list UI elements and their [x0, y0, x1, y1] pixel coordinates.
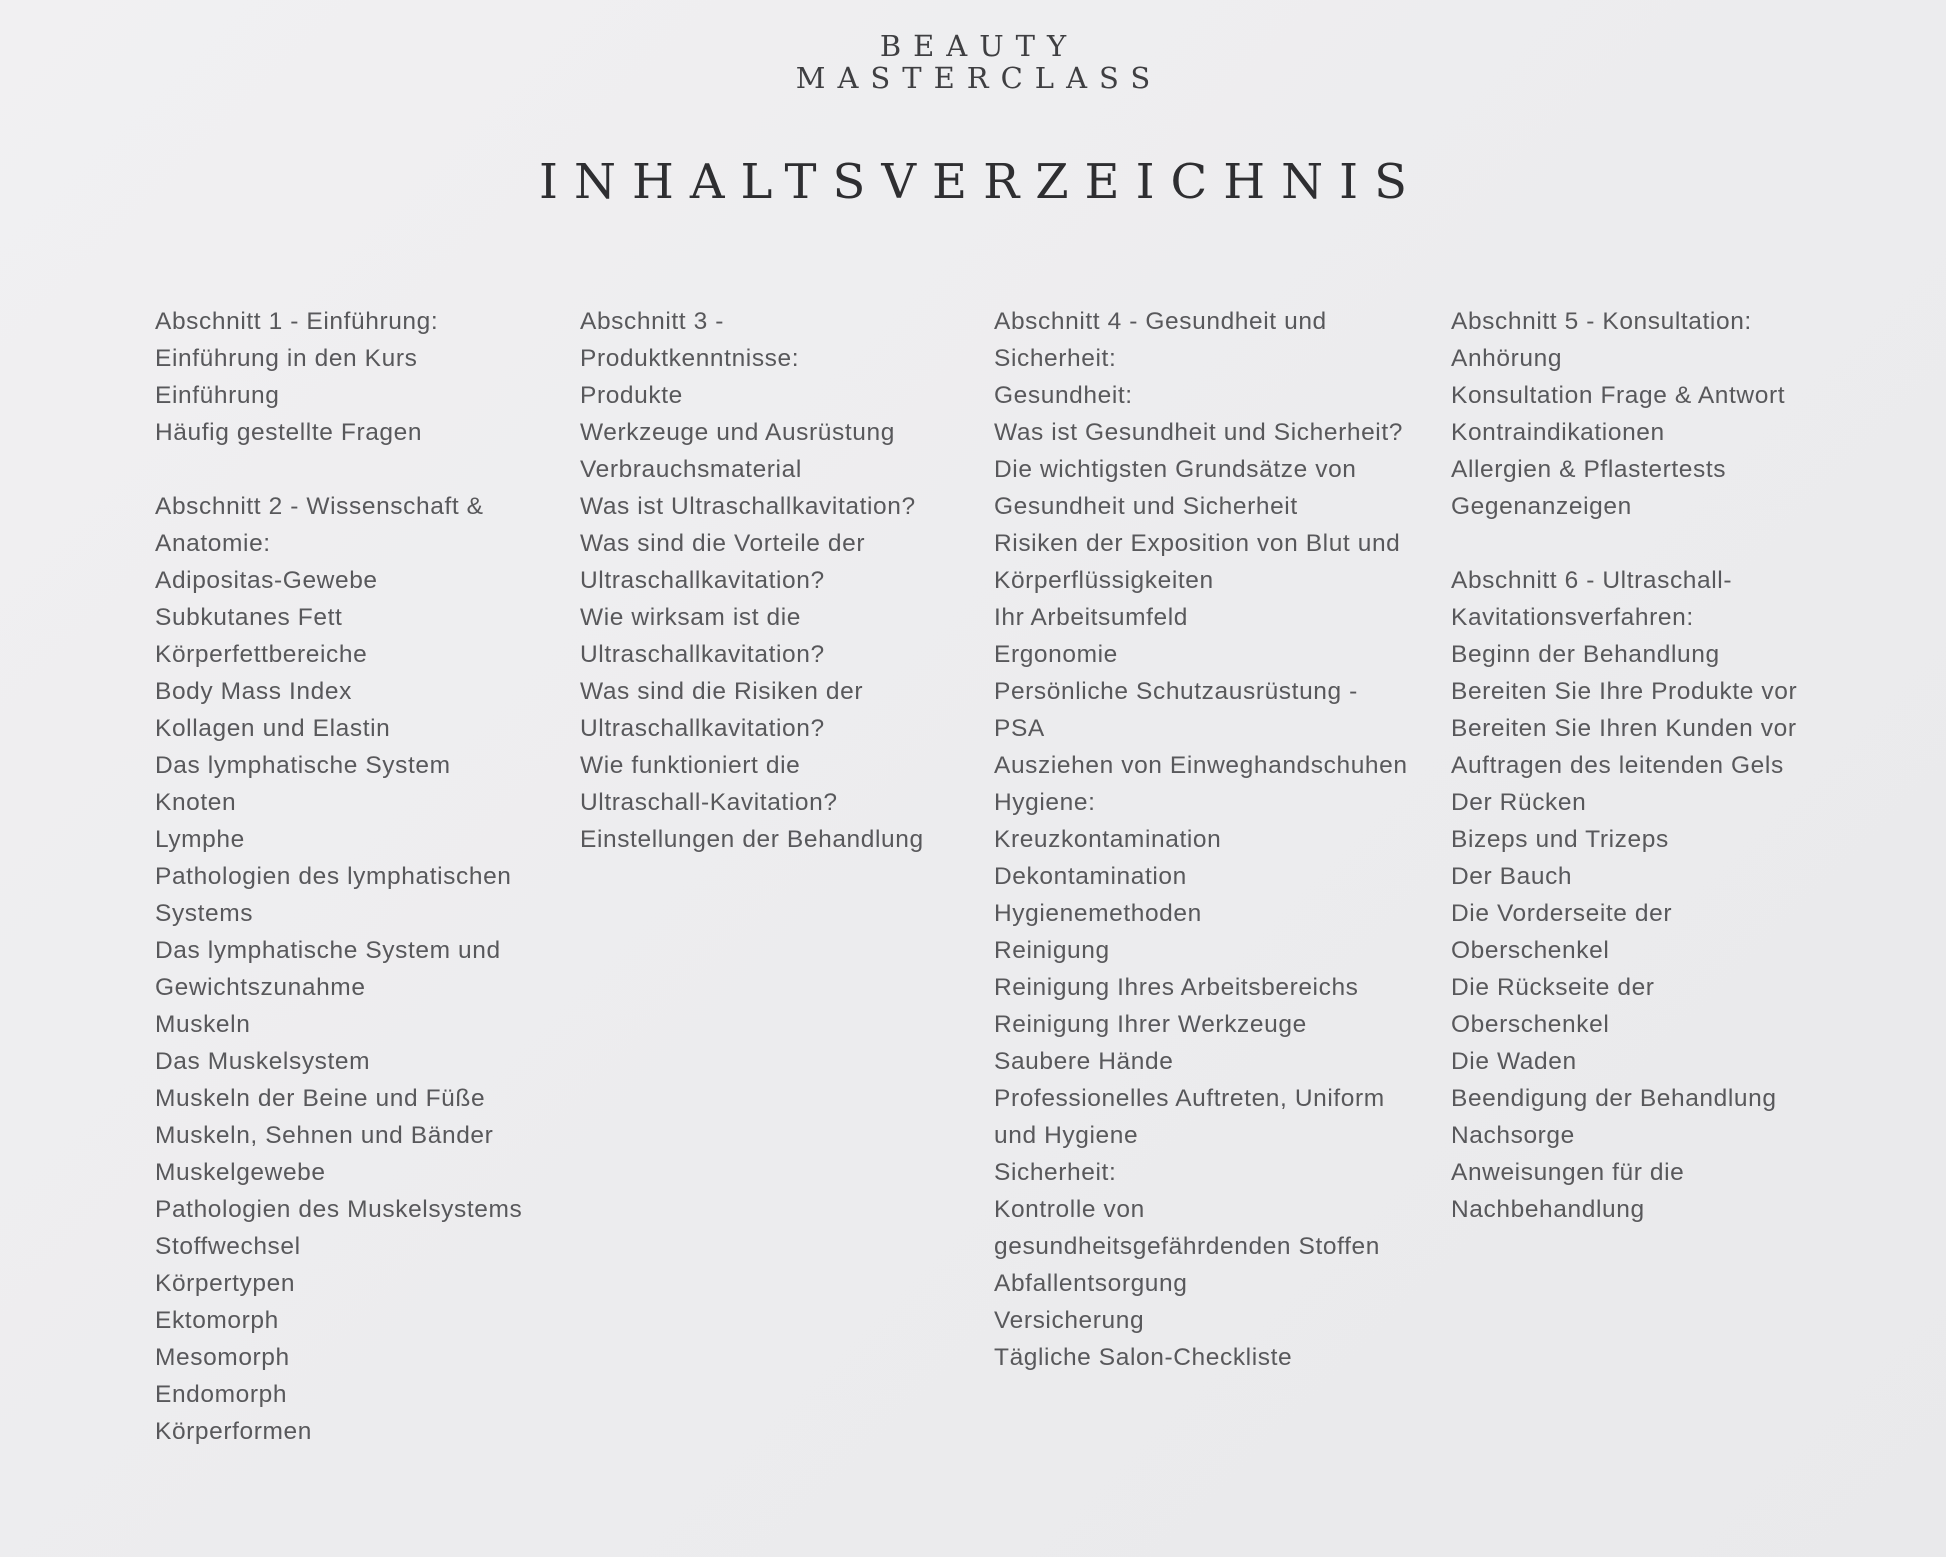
toc-section-heading: Abschnitt 2 - Wissenschaft &	[155, 493, 484, 520]
toc-column-3	[994, 303, 1408, 1376]
toc-entry: Versicherung	[994, 1307, 1145, 1334]
toc-entry: Produktkenntnisse:	[580, 345, 800, 372]
toc-entry: Gewichtszunahme	[155, 974, 366, 1001]
toc-entry: Endomorph	[155, 1381, 288, 1408]
toc-entry: Ihr Arbeitsumfeld	[994, 604, 1189, 631]
section-spacer	[1451, 525, 1797, 562]
toc-entry: Allergien & Pflastertests	[1451, 456, 1727, 483]
toc-entry: Die Waden	[1451, 1048, 1577, 1075]
toc-entry: Konsultation Frage & Antwort	[1451, 382, 1786, 409]
toc-entry: Die Rückseite der	[1451, 974, 1655, 1001]
toc-entry: Einführung	[155, 382, 280, 409]
toc-entry: Nachsorge	[1451, 1122, 1575, 1149]
toc-entry: Stoffwechsel	[155, 1233, 301, 1260]
toc-entry: Kollagen und Elastin	[155, 715, 391, 742]
toc-entry: Ultraschallkavitation?	[580, 567, 825, 594]
toc-entry: Risiken der Exposition von Blut und	[994, 530, 1401, 557]
toc-entry: Body Mass Index	[155, 678, 352, 705]
toc-entry: Anhörung	[1451, 345, 1563, 372]
toc-entry: Tägliche Salon-Checkliste	[994, 1344, 1293, 1371]
toc-entry: Einführung in den Kurs	[155, 345, 418, 372]
toc-entry: Persönliche Schutzausrüstung -	[994, 678, 1358, 705]
toc-entry: gesundheitsgefährdenden Stoffen	[994, 1233, 1380, 1260]
toc-entry: Saubere Hände	[994, 1048, 1174, 1075]
toc-entry: Gesundheit und Sicherheit	[994, 493, 1298, 520]
toc-entry: Reinigung Ihres Arbeitsbereichs	[994, 974, 1359, 1001]
toc-entry: Das Muskelsystem	[155, 1048, 371, 1075]
toc-entry: Muskelgewebe	[155, 1159, 326, 1186]
toc-entry: Körperformen	[155, 1418, 312, 1445]
toc-entry: Kreuzkontamination	[994, 826, 1222, 853]
toc-entry: Lymphe	[155, 826, 245, 853]
section-spacer	[155, 451, 522, 488]
page-title: INHALTSVERZEICHNIS	[539, 154, 1423, 210]
toc-entry: Auftragen des leitenden Gels	[1451, 752, 1784, 779]
toc-entry: Körperfettbereiche	[155, 641, 368, 668]
toc-column-2	[580, 303, 924, 858]
toc-entry: Ultraschallkavitation?	[580, 641, 825, 668]
toc-entry: Beginn der Behandlung	[1451, 641, 1720, 668]
toc-entry: Subkutanes Fett	[155, 604, 343, 631]
toc-entry: und Hygiene	[994, 1122, 1139, 1149]
toc-entry: Pathologien des lymphatischen	[155, 863, 512, 890]
toc-entry: Reinigung Ihrer Werkzeuge	[994, 1011, 1307, 1038]
toc-entry: Was ist Ultraschallkavitation?	[580, 493, 916, 520]
toc-column-4	[1451, 303, 1797, 1228]
toc-entry: Ergonomie	[994, 641, 1118, 668]
toc-column-1	[155, 303, 522, 1450]
toc-entry: Dekontamination	[994, 863, 1187, 890]
toc-entry: Kavitationsverfahren:	[1451, 604, 1694, 631]
toc-entry: Körperflüssigkeiten	[994, 567, 1214, 594]
toc-entry: Bereiten Sie Ihren Kunden vor	[1451, 715, 1797, 742]
toc-entry: Produkte	[580, 382, 683, 409]
toc-entry: Die wichtigsten Grundsätze von	[994, 456, 1357, 483]
toc-entry: Einstellungen der Behandlung	[580, 826, 924, 853]
toc-entry: Was ist Gesundheit und Sicherheit?	[994, 419, 1403, 446]
toc-entry: Muskeln, Sehnen und Bänder	[155, 1122, 494, 1149]
toc-entry: Sicherheit:	[994, 345, 1117, 372]
toc-entry: Systems	[155, 900, 254, 927]
toc-entry: Kontraindikationen	[1451, 419, 1665, 446]
toc-entry: Sicherheit:	[994, 1159, 1117, 1186]
brand-line-1: BEAUTY	[879, 29, 1079, 63]
toc-section-heading: Abschnitt 4 - Gesundheit und	[994, 308, 1327, 335]
toc-entry: Beendigung der Behandlung	[1451, 1085, 1777, 1112]
toc-section-heading: Abschnitt 1 - Einführung:	[155, 308, 439, 335]
toc-entry: Gesundheit:	[994, 382, 1133, 409]
toc-entry: Kontrolle von	[994, 1196, 1145, 1223]
toc-section-heading: Abschnitt 6 - Ultraschall-	[1451, 567, 1733, 594]
toc-entry: Was sind die Risiken der	[580, 678, 864, 705]
toc-entry: Häufig gestellte Fragen	[155, 419, 423, 446]
toc-section-heading: Abschnitt 3 -	[580, 308, 724, 335]
toc-entry: Abfallentsorgung	[994, 1270, 1188, 1297]
toc-entry: Wie wirksam ist die	[580, 604, 802, 631]
toc-entry: Was sind die Vorteile der	[580, 530, 866, 557]
toc-entry: Nachbehandlung	[1451, 1196, 1645, 1223]
toc-entry: Körpertypen	[155, 1270, 296, 1297]
toc-entry: Ausziehen von Einweghandschuhen	[994, 752, 1408, 779]
toc-entry: Reinigung	[994, 937, 1110, 964]
toc-entry: Anatomie:	[155, 530, 271, 557]
toc-entry: Das lymphatische System und	[155, 937, 501, 964]
toc-entry: Mesomorph	[155, 1344, 290, 1371]
toc-entry: Der Bauch	[1451, 863, 1573, 890]
toc-entry: Oberschenkel	[1451, 1011, 1610, 1038]
toc-entry: Bereiten Sie Ihre Produkte vor	[1451, 678, 1798, 705]
toc-entry: Der Rücken	[1451, 789, 1587, 816]
toc-section-heading: Abschnitt 5 - Konsultation:	[1451, 308, 1752, 335]
toc-entry: Gegenanzeigen	[1451, 493, 1632, 520]
toc-entry: Wie funktioniert die	[580, 752, 801, 779]
toc-entry: Ultraschall-Kavitation?	[580, 789, 838, 816]
toc-entry: Oberschenkel	[1451, 937, 1610, 964]
toc-entry: Muskeln	[155, 1011, 251, 1038]
toc-entry: Anweisungen für die	[1451, 1159, 1685, 1186]
toc-entry: Adipositas-Gewebe	[155, 567, 378, 594]
toc-entry: Verbrauchsmaterial	[580, 456, 802, 483]
toc-entry: Hygienemethoden	[994, 900, 1202, 927]
toc-entry: PSA	[994, 715, 1045, 742]
toc-entry: Professionelles Auftreten, Uniform	[994, 1085, 1385, 1112]
toc-entry: Werkzeuge und Ausrüstung	[580, 419, 895, 446]
toc-entry: Die Vorderseite der	[1451, 900, 1673, 927]
toc-entry: Pathologien des Muskelsystems	[155, 1196, 523, 1223]
toc-entry: Ultraschallkavitation?	[580, 715, 825, 742]
brand-line-2: MASTERCLASS	[795, 61, 1163, 95]
brand-logo	[0, 30, 1946, 94]
toc-entry: Bizeps und Trizeps	[1451, 826, 1669, 853]
toc-entry: Knoten	[155, 789, 237, 816]
toc-entry: Hygiene:	[994, 789, 1096, 816]
toc-entry: Muskeln der Beine und Füße	[155, 1085, 486, 1112]
toc-entry: Das lymphatische System	[155, 752, 451, 779]
toc-entry: Ektomorph	[155, 1307, 279, 1334]
